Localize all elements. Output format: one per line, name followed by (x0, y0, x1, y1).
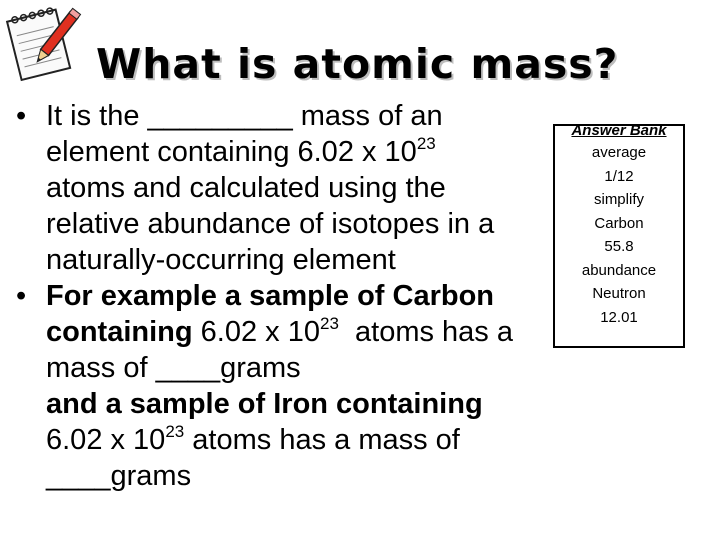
definition-line-1: It is the _________ mass of an (46, 100, 443, 132)
iron-line-2 (46, 422, 586, 458)
answer-bank-box (553, 124, 685, 348)
definition-line-5: naturally-occurring element (46, 244, 396, 276)
answer-bank-item: Neutron (592, 285, 646, 302)
bullet-marker: • (16, 280, 27, 312)
answer-bank-item: Carbon (594, 214, 644, 232)
iron-line-3: ____grams (46, 460, 192, 492)
example-line-2-rest: atoms has a (338, 316, 513, 348)
bullet-paragraph-definition (16, 98, 586, 278)
slide-body (16, 98, 586, 494)
iron-paragraph (46, 386, 586, 494)
definition-line-3: atoms and calculated using the (46, 172, 446, 204)
definition-line-2-text: element containing 6.02 x 10 (46, 136, 417, 168)
example-line-2-number: 6.02 x 10 (192, 316, 320, 348)
answer-bank-item: simplify (593, 191, 644, 208)
iron-line-1: and a sample of Iron containing (46, 388, 483, 420)
answer-bank-item: 12.01 (600, 308, 638, 326)
definition-line-2 (46, 134, 586, 170)
example-line-1: For example a sample of Carbon (46, 280, 495, 312)
notepad-pencil-icon (4, 2, 82, 86)
answer-bank-item: 55.8 (604, 238, 634, 255)
exponent: 23 (416, 134, 436, 153)
bullet-marker: • (16, 100, 27, 132)
answer-bank-list (555, 141, 683, 329)
answer-bank-item: 1/12 (604, 167, 634, 185)
answer-bank-item: average (591, 144, 647, 161)
example-line-2-bold: containing (46, 316, 193, 348)
bullet-paragraph-example (16, 278, 586, 386)
exponent: 23 (319, 314, 339, 333)
answer-bank-header: Answer Bank (571, 122, 667, 139)
slide-title: What is atomic mass? (96, 40, 619, 88)
example-line-3: mass of ____grams (46, 352, 301, 384)
exponent: 23 (165, 422, 185, 441)
answer-bank-item: abundance (581, 261, 657, 279)
example-line-2 (46, 314, 586, 350)
definition-line-4: relative abundance of isotopes in a (46, 208, 495, 240)
iron-line-2-text: 6.02 x 10 (46, 424, 166, 456)
iron-line-2-rest: atoms has a mass of (184, 424, 460, 456)
